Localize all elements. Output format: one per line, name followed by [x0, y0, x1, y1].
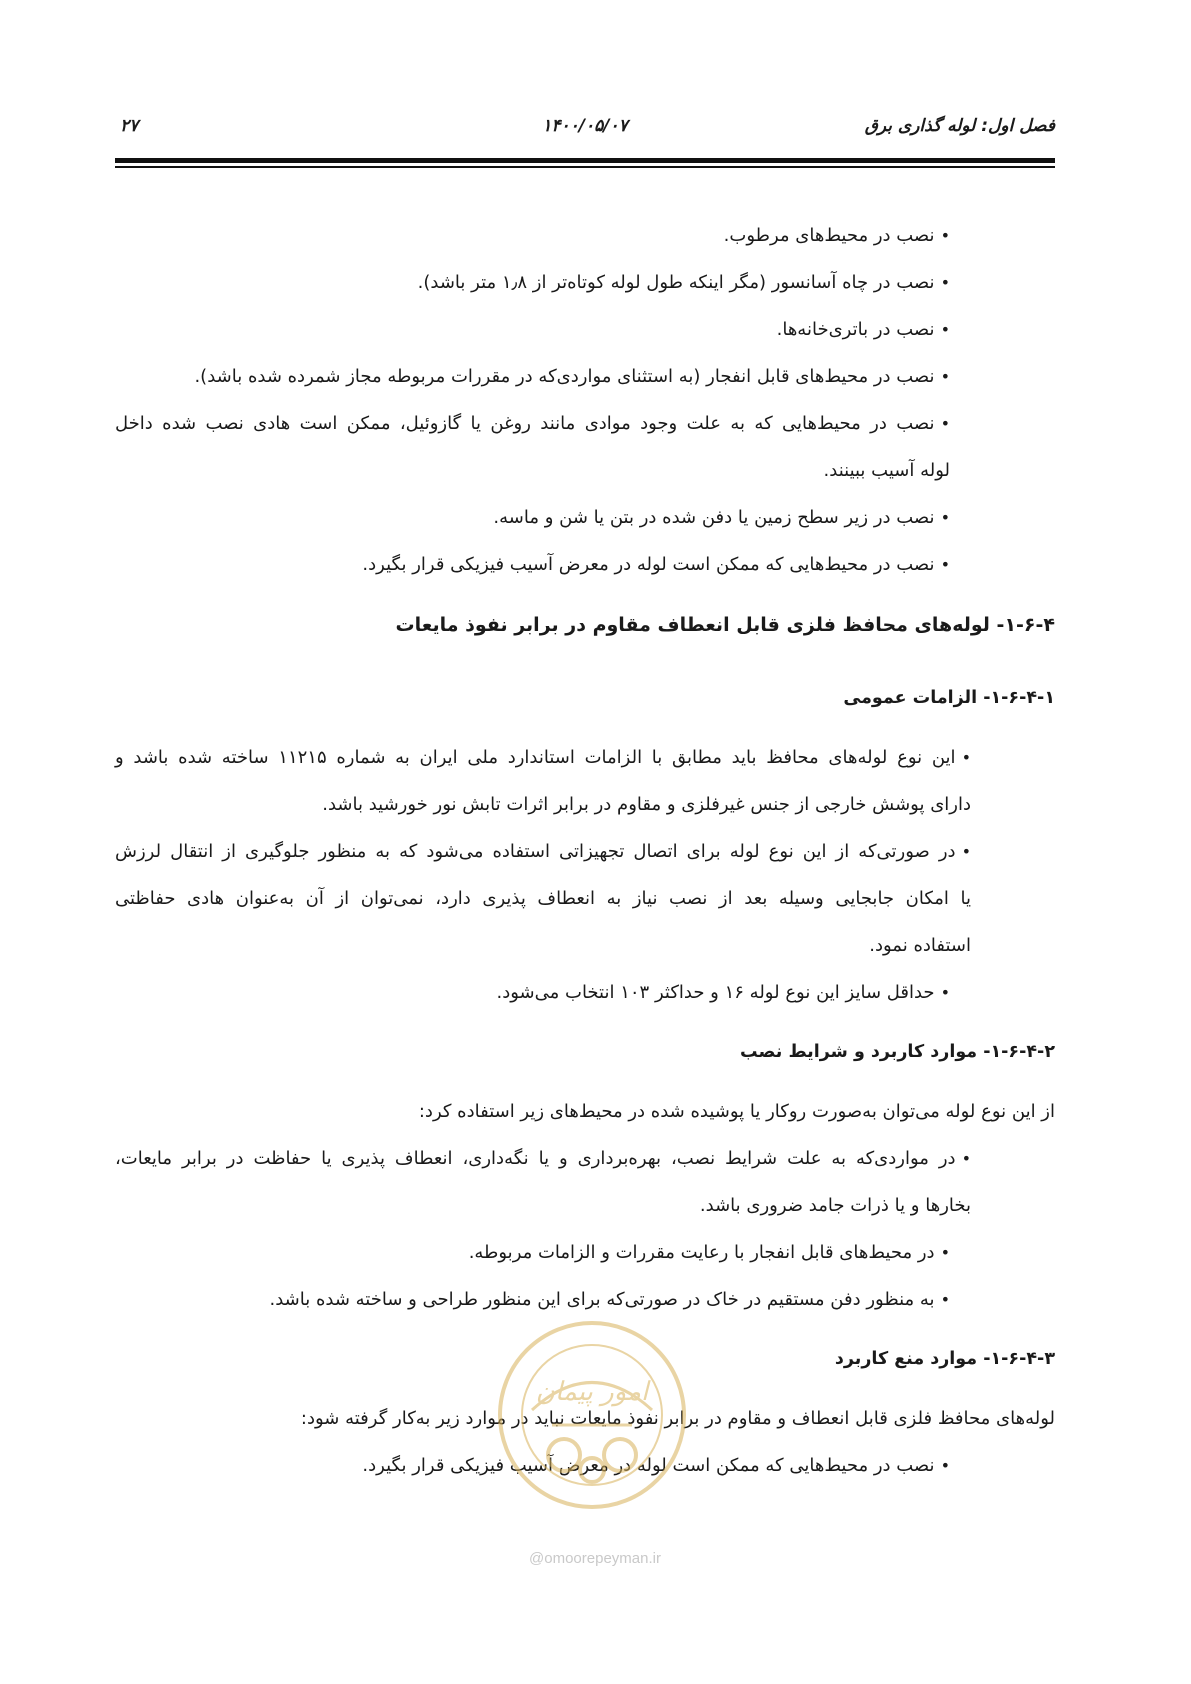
- subsection-heading: ۱-۶-۴-۳- موارد منع کاربرد: [834, 1349, 1055, 1369]
- paragraph: از این نوع لوله می‌توان به‌صورت روکار یا پوشیده شده در محیط‌های زیر استفاده کرد:: [418, 1101, 1055, 1122]
- list-item: • نصب در چاه آسانسور (مگر اینکه طول لوله کوتاه‌تر از ۱٫۸ متر باشد).: [115, 259, 1055, 306]
- chapter-title: فصل اول: لوله گذاری برق: [864, 116, 1055, 136]
- list-item: • نصب در محیط‌هایی که به علت وجود موادی مانند روغن یا گازوئیل، ممکن است هادی نصب شده داخل: [115, 400, 1055, 447]
- list-item-continuation: یا امکان جابجایی وسیله بعد از نصب نیاز به انعطاف پذیری دارد، نمی‌توان از آن به‌عنوان هادی حفاظتی: [115, 888, 971, 909]
- list-item: • در مواردی‌که به علت شرایط نصب، بهره‌برداری و یا نگه‌داری، انعطاف پذیری یا حفاظت در برابر مایعات،: [115, 1135, 1055, 1182]
- list-item: • نصب در محیط‌هایی که ممکن است لوله در معرض آسیب فیزیکی قرار بگیرد.: [115, 541, 1055, 588]
- header-date: ۱۴۰۰/۰۵/۰۷: [542, 116, 628, 136]
- section-heading: ۱-۶-۴- لوله‌های محافظ فلزی قابل انعطاف مقاوم در برابر نفوذ مایعات: [395, 614, 1055, 636]
- list-item-continuation: بخارها و یا ذرات جامد ضروری باشد.: [699, 1195, 971, 1216]
- list-item: • به منظور دفن مستقیم در خاک در صورتی‌که برای این منظور طراحی و ساخته شده باشد.: [115, 1276, 1055, 1323]
- list-item: • در صورتی‌که از این نوع لوله برای اتصال تجهیزاتی استفاده می‌شود که به منظور جلوگیری از انتقال لرزش: [115, 828, 1055, 875]
- list-item: • نصب در محیط‌های قابل انفجار (به استثنای مواردی‌که در مقررات مربوطه مجاز شمرده شده باشد).: [115, 353, 1055, 400]
- list-item: • نصب در باتری‌خانه‌ها.: [115, 306, 1055, 353]
- subsection-heading: ۱-۶-۴-۱- الزامات عمومی: [843, 688, 1055, 708]
- list-item-continuation: لوله آسیب ببینند.: [823, 460, 950, 481]
- list-item: • نصب در زیر سطح زمین یا دفن شده در بتن یا شن و ماسه.: [115, 494, 1055, 541]
- header-rule-thin: [115, 166, 1055, 168]
- header-rule-thick: [115, 158, 1055, 163]
- watermark-stamp-logo: [492, 1315, 692, 1515]
- page-number: ۲۷: [120, 116, 139, 136]
- watermark-site: @omoorepeyman.ir: [529, 1550, 661, 1567]
- page-header: [115, 116, 1055, 146]
- paragraph: لوله‌های محافظ فلزی قابل انعطاف و مقاوم در برابر نفوذ مایعات نباید در موارد زیر به‌کار گرفته شود:: [300, 1408, 1055, 1429]
- list-item: • حداقل سایز این نوع لوله ۱۶ و حداکثر ۱۰۳ انتخاب می‌شود.: [115, 969, 1055, 1016]
- document-body: [115, 212, 1055, 1489]
- list-item: • نصب در محیط‌های مرطوب.: [115, 212, 1055, 259]
- list-item: • این نوع لوله‌های محافظ باید مطابق با الزامات استاندارد ملی ایران به شماره ۱۱۲۱۵ ساخته شده باشد و: [115, 734, 1055, 781]
- stamp-text: امور پیمان: [535, 1377, 649, 1407]
- list-item: • در محیط‌های قابل انفجار با رعایت مقررات و الزامات مربوطه.: [115, 1229, 1055, 1276]
- list-item-continuation: استفاده نمود.: [869, 935, 971, 956]
- list-item: • نصب در محیط‌هایی که ممکن است لوله در معرض آسیب فیزیکی قرار بگیرد.: [115, 1442, 1055, 1489]
- list-item-continuation: دارای پوشش خارجی از جنس غیرفلزی و مقاوم در برابر اثرات تابش نور خورشید باشد.: [322, 794, 971, 815]
- subsection-heading: ۱-۶-۴-۲- موارد کاربرد و شرایط نصب: [740, 1042, 1055, 1062]
